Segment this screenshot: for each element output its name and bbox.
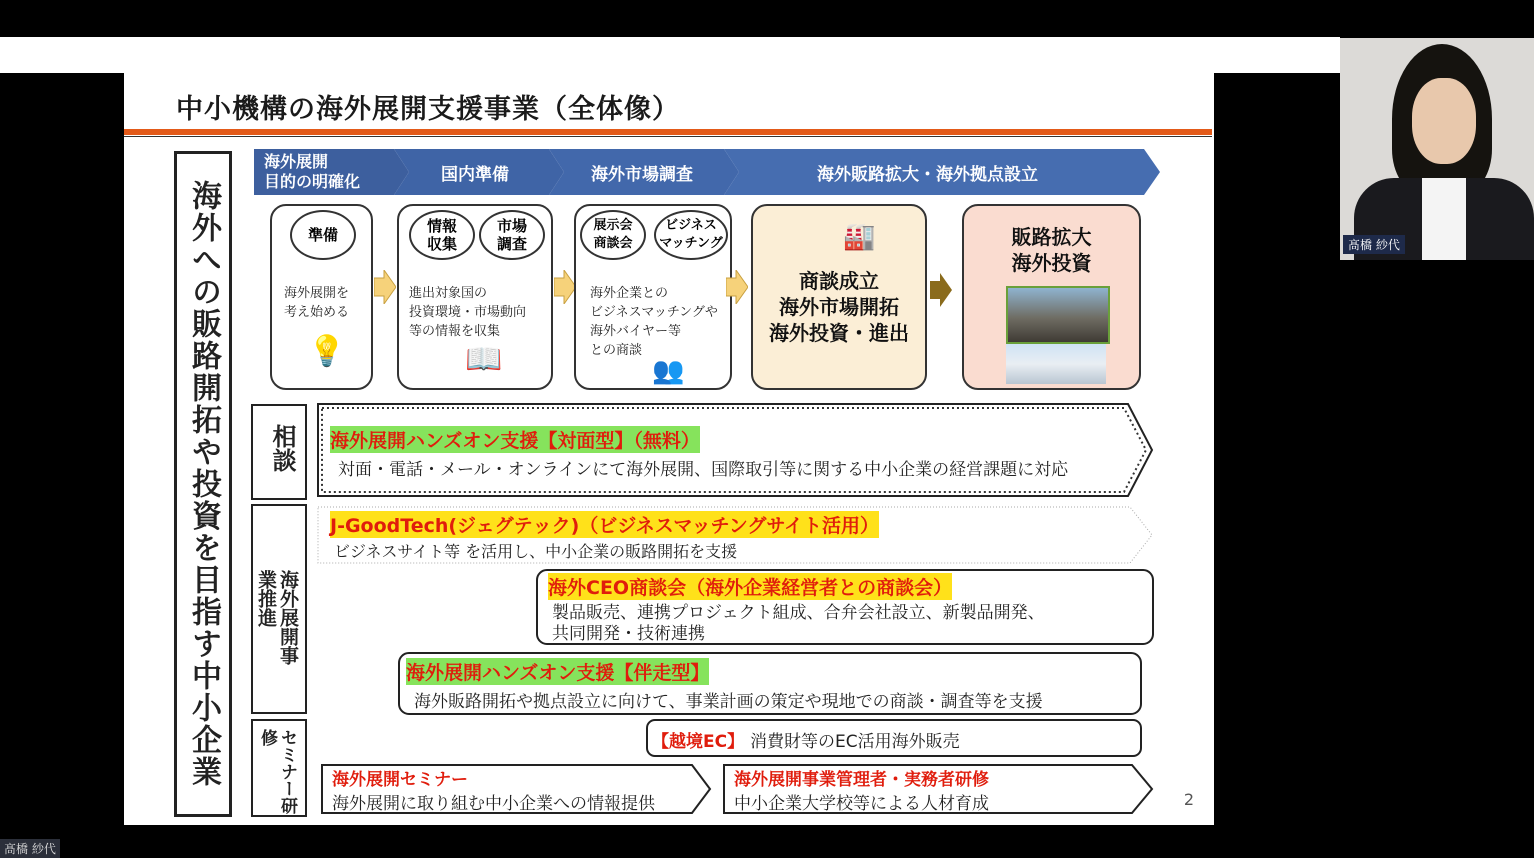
program-handson-face-title: 海外展開ハンズオン支援【対面型】（無料） <box>330 426 700 453</box>
circle-market-research: 市場 調査 <box>479 210 545 260</box>
factory-photo-1 <box>1006 286 1110 344</box>
stage-market-research <box>574 204 732 390</box>
category-promotion-box <box>251 504 307 714</box>
phase-2-label: 国内準備 <box>441 165 509 185</box>
book-icon: 📖 <box>465 342 503 377</box>
factory-photo-2 <box>1006 344 1106 384</box>
stage5-text: 販路拡大 海外投資 <box>1011 225 1092 275</box>
stage-arrow-1 <box>374 270 396 304</box>
stage-arrow-2 <box>554 270 576 304</box>
program-ceo-title: 海外CEO商談会（海外企業経営者との商談会） <box>548 573 952 600</box>
circle-business-matching: ビジネス マッチング <box>654 210 728 260</box>
title-underline-thin <box>124 136 1212 137</box>
program-training <box>722 763 1154 815</box>
top-black-bar <box>0 0 1340 37</box>
program-ceo <box>536 569 1154 645</box>
stage-arrow-3 <box>726 270 748 304</box>
program-jgoodtech-desc: ビジネスサイト等 を活用し、中小企業の販路開拓を支援 <box>334 542 738 561</box>
program-jgoodtech <box>316 505 1154 565</box>
program-handson-face-desc: 対面・電話・メール・オンラインにて海外展開、国際取引等に関する中小企業の経営課題に対応 <box>338 460 1069 480</box>
program-handson-accomp-title: 海外展開ハンズオン支援【伴走型】 <box>406 658 709 685</box>
category-consult-box <box>251 404 307 500</box>
title-underline <box>124 129 1212 135</box>
stage-domestic-prep <box>397 204 553 390</box>
screen-share-margin <box>0 37 1340 73</box>
participant-shirt <box>1422 178 1466 260</box>
phase-3-label: 海外市場調査 <box>591 165 693 185</box>
program-training-title: 海外展開事業管理者・実務者研修 <box>734 770 989 790</box>
participant-video[interactable] <box>1340 38 1534 260</box>
stage1-text: 海外展開を 考え始める <box>284 286 350 320</box>
stage-deal-closed <box>751 204 927 390</box>
phase-1-label: 海外展開 目的の明確化 <box>264 152 361 191</box>
program-handson-accomp-desc: 海外販路開拓や拠点設立に向けて、事業計画の策定や現地での商談・調査等を支援 <box>414 692 1043 712</box>
stage-expansion <box>962 204 1141 390</box>
target-label-box <box>174 151 232 817</box>
meeting-icon: 👥 <box>652 356 685 386</box>
self-view-name: 髙橋 紗代 <box>0 839 60 858</box>
program-handson-face <box>316 402 1154 498</box>
circle-preparation: 準備 <box>290 210 356 260</box>
program-ceo-desc1: 製品販売、連携プロジェクト組成、合弁会社設立、新製品開発、 <box>552 603 1045 623</box>
stage3-text: 海外企業との ビジネスマッチングや 海外バイヤー等 との商談 <box>590 286 718 358</box>
phase-4-label: 海外販路拡大・海外拠点設立 <box>817 165 1038 185</box>
stage2-text: 進出対象国の 投資環境・市場動向 等の情報を収集 <box>409 286 527 339</box>
circle-info-gathering: 情報 収集 <box>409 210 475 260</box>
shared-slide <box>124 73 1214 825</box>
program-ec-desc: 消費財等のEC活用海外販売 <box>750 732 960 752</box>
category-promotion: 海外展開事業推進 <box>255 570 299 665</box>
phase-arrow-bar <box>254 149 1160 195</box>
category-seminar: セミナー研修 <box>257 729 297 814</box>
program-ec-title: 【越境EC】 <box>652 732 745 752</box>
stage-preparation <box>270 204 373 390</box>
category-seminar-box <box>251 719 307 817</box>
program-jgoodtech-title: J-GoodTech(ジェグテック)（ビジネスマッチングサイト活用） <box>330 511 879 538</box>
lightbulb-icon: 💡 <box>308 334 346 369</box>
stage-arrow-4 <box>930 273 952 307</box>
program-ceo-desc2: 共同開発・技術連携 <box>552 624 705 644</box>
target-label: 海外への販路開拓や投資を目指す中小企業 <box>186 180 221 788</box>
program-training-desc: 中小企業大学校等による人材育成 <box>734 794 989 814</box>
program-seminar-title: 海外展開セミナー <box>332 770 468 790</box>
program-seminar <box>320 763 712 815</box>
program-handson-accomp <box>398 652 1142 715</box>
program-ec <box>646 719 1142 757</box>
factory-flag-icon: 🏭 <box>843 222 876 252</box>
slide-title: 中小機構の海外展開支援事業（全体像） <box>176 94 680 125</box>
participant-face <box>1412 78 1476 164</box>
participant-video-name: 髙橋 紗代 <box>1343 235 1405 254</box>
circle-exhibition: 展示会 商談会 <box>580 210 646 260</box>
page-number: 2 <box>1183 790 1194 809</box>
stage4-text: 商談成立 海外市場開拓 海外投資・進出 <box>769 269 909 345</box>
category-consult: 相談 <box>268 424 296 472</box>
program-seminar-desc: 海外展開に取り組む中小企業への情報提供 <box>332 794 655 814</box>
